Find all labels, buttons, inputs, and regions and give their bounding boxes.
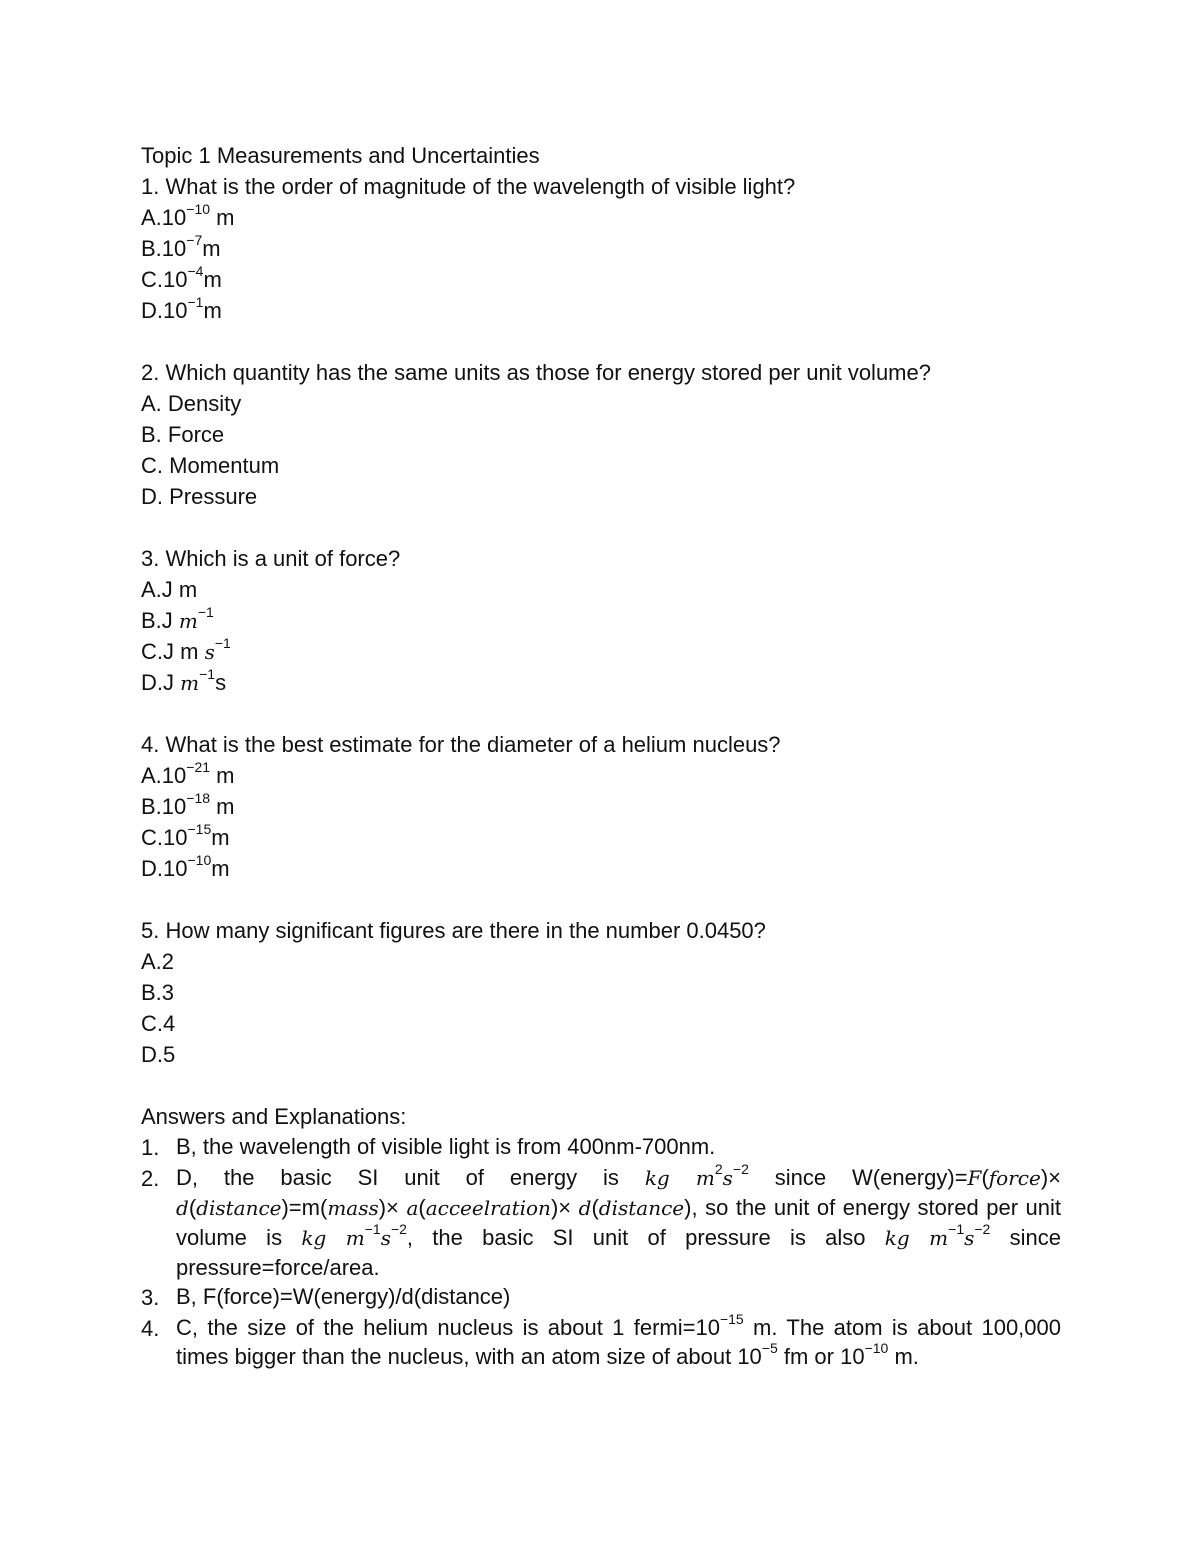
answer-number: 1. — [141, 1135, 160, 1160]
question-stem: 1. What is the order of magnitude of the wavelength of visible light? — [141, 174, 796, 199]
answer-option: $C.10^{-15}m$ — [141, 820, 230, 850]
answer-option: C. Momentum — [141, 453, 280, 478]
answer-option: A.J m — [141, 577, 198, 602]
answer-text: D, the basic SI unit of energy is kg $m^2s^{-2}$ since W(energy)=F(force)× d(distance)=m(mass)× a(acceelration)× d(distance), so the unit of energy stored per unit volume is kg $m^{-1}s^{-2}$, the basic SI unit of pressure is also kg $m^{-1}s^{-2}$ since pressure=force/area. — [176, 1160, 1062, 1280]
answer-text: B, the wavelength of visible light is from 400nm-700nm. — [176, 1134, 716, 1159]
answer-text: B, F(force)=W(energy)/d(distance) — [176, 1284, 511, 1309]
question-block — [141, 915, 1061, 1070]
answer-option: $D.10^{-10}m$ — [141, 851, 230, 881]
answer-option: B.J $m^{-1}$ — [141, 603, 214, 633]
answer-option: $A.10^{-10}$ m — [141, 200, 235, 230]
answer-number: 4. — [141, 1316, 160, 1341]
answer-option: B.3 — [141, 980, 175, 1005]
answers-title: Answers and Explanations: — [141, 1104, 407, 1129]
answer-number: 3. — [141, 1285, 160, 1310]
question-block — [141, 357, 1061, 512]
answer-explanation — [141, 1132, 1061, 1163]
questions-section — [141, 171, 1061, 1070]
question-stem: 2. Which quantity has the same units as those for energy stored per unit volume? — [141, 360, 931, 385]
answer-option: $B.10^{-7}m$ — [141, 231, 221, 261]
answer-text: C, the size of the helium nucleus is about 1 $fermi=10^{-15}$ m. The atom is about 100,000 times bigger than the nucleus, with an atom size of about $10^{-5}$ fm or $10^{-10}$ m. — [176, 1310, 1062, 1369]
answers-list — [141, 1132, 1061, 1371]
answer-option: A. Density — [141, 391, 242, 416]
answer-option: D.5 — [141, 1042, 176, 1067]
answer-option: $B.10^{-18}$ m — [141, 789, 235, 819]
answer-option: $A.10^{-21}$ m — [141, 758, 235, 788]
answer-option: D. Pressure — [141, 484, 258, 509]
answer-option: $D.10^{-1}m$ — [141, 293, 222, 323]
answer-explanation — [141, 1282, 1061, 1313]
answer-option: B. Force — [141, 422, 225, 447]
document-title: Topic 1 Measurements and Uncertainties — [141, 143, 540, 168]
question-stem: 5. How many significant figures are there in the number 0.0450? — [141, 918, 766, 943]
document-page — [141, 140, 1061, 1371]
answer-option: D.J $m^{-1}s$ — [141, 665, 227, 695]
question-stem: 3. Which is a unit of force? — [141, 546, 401, 571]
question-block — [141, 729, 1061, 884]
answer-option: $C.10^{-4}m$ — [141, 262, 222, 292]
question-block — [141, 171, 1061, 326]
question-block — [141, 543, 1061, 698]
answer-option: C.4 — [141, 1011, 176, 1036]
question-stem: 4. What is the best estimate for the diameter of a helium nucleus? — [141, 732, 781, 757]
answer-number: 2. — [141, 1166, 160, 1191]
answer-option: C.J m $s^{-1}$ — [141, 634, 231, 664]
answer-option: A.2 — [141, 949, 175, 974]
answer-explanation — [141, 1160, 1062, 1282]
answer-explanation — [141, 1310, 1062, 1371]
